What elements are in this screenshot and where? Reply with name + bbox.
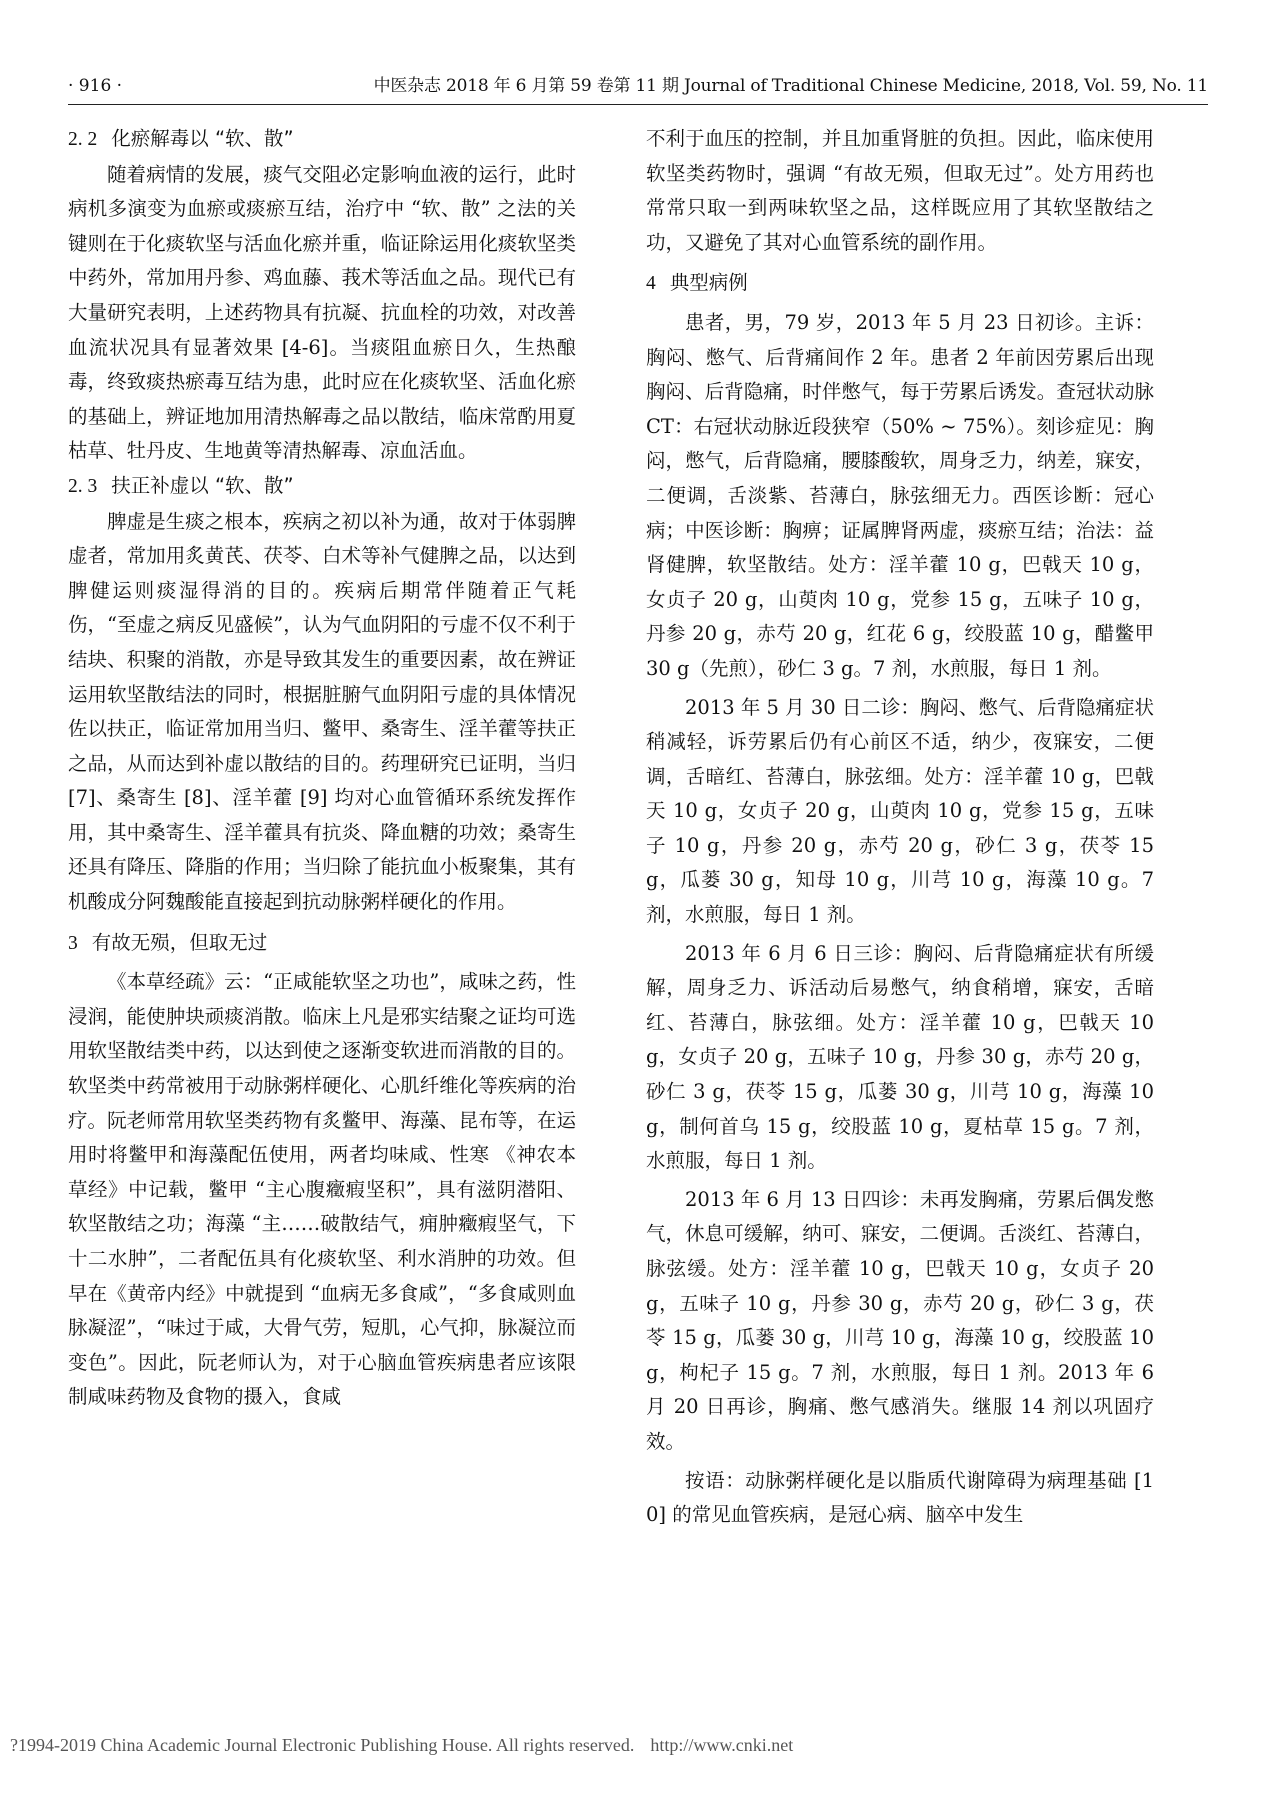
section-number: 2. 3 (68, 475, 98, 497)
section-heading-2-3 (68, 469, 576, 505)
section-heading-2-2 (68, 122, 576, 158)
section-title: 有故无殒，但取无过 (91, 930, 268, 954)
case-paragraph-third-visit: 2013 年 6 月 6 日三诊：胸闷、后背隐痛症状有所缓解，周身乏力、诉活动后易憋气，纳食稍增，寐安，舌暗红、苔薄白，脉弦细。处方：淫羊藿 10 g，巴戟天 10 g，女贞子 20 g，五味子 10 g，丹参 30 g，赤芍 20 g，砂仁 3 g，茯苓 15 g，瓜蒌 30 g，川芎 10 g，海藻 10 g，制何首乌 15 g，绞股蓝 10 g，夏枯草 15 g。7 剂，水煎服，每日 1 剂。 (646, 941, 1154, 1173)
section-heading-3 (68, 926, 576, 962)
case-paragraph-initial-visit: 患者，男，79 岁，2013 年 5 月 23 日初诊。主诉：胸闷、憋气、后背痛间作 2 年。患者 2 年前因劳累后出现胸闷、后背隐痛，时伴憋气，每于劳累后诱发。查冠状动脉 CT：右冠状动脉近段狭窄（50% ~ 75%）。刻诊症见：胸闷，憋气，后背隐痛，腰膝酸软，周身乏力，纳差，寐安，二便调，舌淡紫、苔薄白，脉弦细无力。西医诊断：冠心病；中医诊断：胸痹；证属脾肾两虚，痰瘀互结；治法：益肾健脾，软坚散结。处方：淫羊藿 10 g，巴戟天 10 g，女贞子 20 g，山萸肉 10 g，党参 15 g，五味子 10 g，丹参 20 g，赤芍 20 g，红花 6 g，绞股蓝 10 g，醋鳖甲 30 g（先煎），砂仁 3 g。7 剂，水煎服，每日 1 剂。 (646, 310, 1154, 680)
section-number: 4 (646, 273, 656, 295)
body-paragraph: 脾虚是生痰之根本，疾病之初以补为通，故对于体弱脾虚者，常加用炙黄芪、茯苓、白术等补气健脾之品，以达到脾健运则痰湿得消的目的。疾病后期常伴随着正气耗伤，“至虚之病反见盛候”，认为气血阴阳的亏虚不仅不利于结块、积聚的消散，亦是导致其发生的重要因素，故在辨证运用软坚散结法的同时，根据脏腑气血阴阳亏虚的具体情况佐以扶正，临证常加用当归、鳖甲、桑寄生、淫羊藿等扶正之品，从而达到补虚以散结的目的。药理研究已证明，当归 [7]、桑寄生 [8]、淫羊藿 [9] 均对心血管循环系统发挥作用，其中桑寄生、淫羊藿具有抗炎、降血糖的功效；桑寄生还具有降压、降脂的作用；当归除了能抗血小板聚集，其有机酸成分阿魏酸能直接起到抗动脉粥样硬化的作用。 (68, 509, 576, 914)
body-paragraph: 随着病情的发展，痰气交阻必定影响血液的运行，此时病机多演变为血瘀或痰瘀互结，治疗中 “软、散” 之法的关键则在于化痰软坚与活血化瘀并重，临证除运用化痰软坚类中药外，常加用丹参、鸡血藤、莪术等活血之品。现代已有大量研究表明，上述药物具有抗凝、抗血栓的功效，对改善血流状况具有显著效果 [4-6]。当痰阻血瘀日久，生热酿毒，终致痰热瘀毒互结为患，此时应在化痰软坚、活血化瘀的基础上，辨证地加用清热解毒之品以散结，临床常酌用夏枯草、牡丹皮、生地黄等清热解毒、凉血活血。 (68, 162, 576, 463)
page-number: · 916 · (68, 76, 123, 96)
section-number: 2. 2 (68, 129, 98, 150)
journal-citation: 中医杂志 2018 年 6 月第 59 卷第 11 期 Journal of Traditional Chinese Medicine, 2018, Vol. 59, No. 11 (373, 76, 1208, 96)
case-paragraph-fourth-visit: 2013 年 6 月 13 日四诊：未再发胸痛，劳累后偶发憋气，休息可缓解，纳可、寐安，二便调。舌淡红、苔薄白，脉弦缓。处方：淫羊藿 10 g，巴戟天 10 g，女贞子 20 g，五味子 10 g，丹参 30 g，赤芍 20 g，砂仁 3 g，茯苓 15 g，瓜蒌 30 g，川芎 10 g，海藻 10 g，绞股蓝 10 g，枸杞子 15 g。7 剂，水煎服，每日 1 剂。2013 年 6 月 20 日再诊，胸痛、憋气感消失。继服 14 剂以巩固疗效。 (646, 1187, 1154, 1453)
copyright-notice: ?1994-2019 China Academic Journal Electronic Publishing House. All rights reserved. (10, 1735, 635, 1755)
running-header (68, 70, 1208, 102)
case-paragraph-second-visit: 2013 年 5 月 30 日二诊：胸闷、憋气、后背隐痛症状稍减轻，诉劳累后仍有心前区不适，纳少，夜寐安，二便调，舌暗红、苔薄白，脉弦细。处方：淫羊藿 10 g，巴戟天 10 g，女贞子 20 g，山萸肉 10 g，党参 15 g，五味子 10 g，丹参 20 g，赤芍 20 g，砂仁 3 g，茯苓 15 g，瓜蒌 30 g，知母 10 g，川芎 10 g，海藻 10 g。7 剂，水煎服，每日 1 剂。 (646, 695, 1154, 927)
body-paragraph-continued: 不利于血压的控制，并且加重肾脏的负担。因此，临床使用软坚类药物时，强调 “有故无殒，但取无过”。处方用药也常常只取一到两味软坚之品，这样既应用了其软坚散结之功，又避免了其对心血管系统的副作用。 (646, 127, 1154, 254)
section-title: 化瘀解毒以 “软、散” (111, 127, 294, 150)
body-paragraph: 《本草经疏》云：“正咸能软坚之功也”，咸味之药，性浸润，能使肿块顽痰消散。临床上凡是邪实结聚之证均可选用软坚散结类中药，以达到使之逐渐变软进而消散的目的。软坚类中药常被用于动脉粥样硬化、心肌纤维化等疾病的治疗。阮老师常用软坚类药物有炙鳖甲、海藻、昆布等，在运用时将鳖甲和海藻配伍使用，两者均味咸、性寒 《神农本草经》中记载，鳖甲 “主心腹癥瘕坚积”，具有滋阴潜阳、软坚散结之功；海藻 “主……破散结气，痈肿癥瘕坚气，下十二水肿”，二者配伍具有化痰软坚、利水消肿的功效。但早在《黄帝内经》中就提到 “血病无多食咸”，“多食咸则血脉凝涩”，“味过于咸，大骨气劳，短肌，心气抑，脉凝泣而变色”。因此，阮老师认为，对于心脑血管疾病患者应该限制咸味药物及食物的摄入，食咸 (68, 970, 576, 1409)
section-title: 扶正补虚以 “软、散” (111, 473, 294, 497)
section-number: 3 (68, 932, 78, 954)
footer-url: http://www.cnki.net (650, 1735, 794, 1755)
commentary-paragraph: 按语：动脉粥样硬化是以脂质代谢障碍为病理基础 [10] 的常见血管疾病，是冠心病、脑卒中发生 (646, 1468, 1154, 1527)
section-heading-4 (646, 266, 1154, 302)
footer (10, 1735, 793, 1756)
left-column (68, 122, 576, 1415)
section-title: 典型病例 (669, 271, 748, 295)
header-divider (68, 104, 1208, 105)
right-column (646, 122, 1154, 1533)
